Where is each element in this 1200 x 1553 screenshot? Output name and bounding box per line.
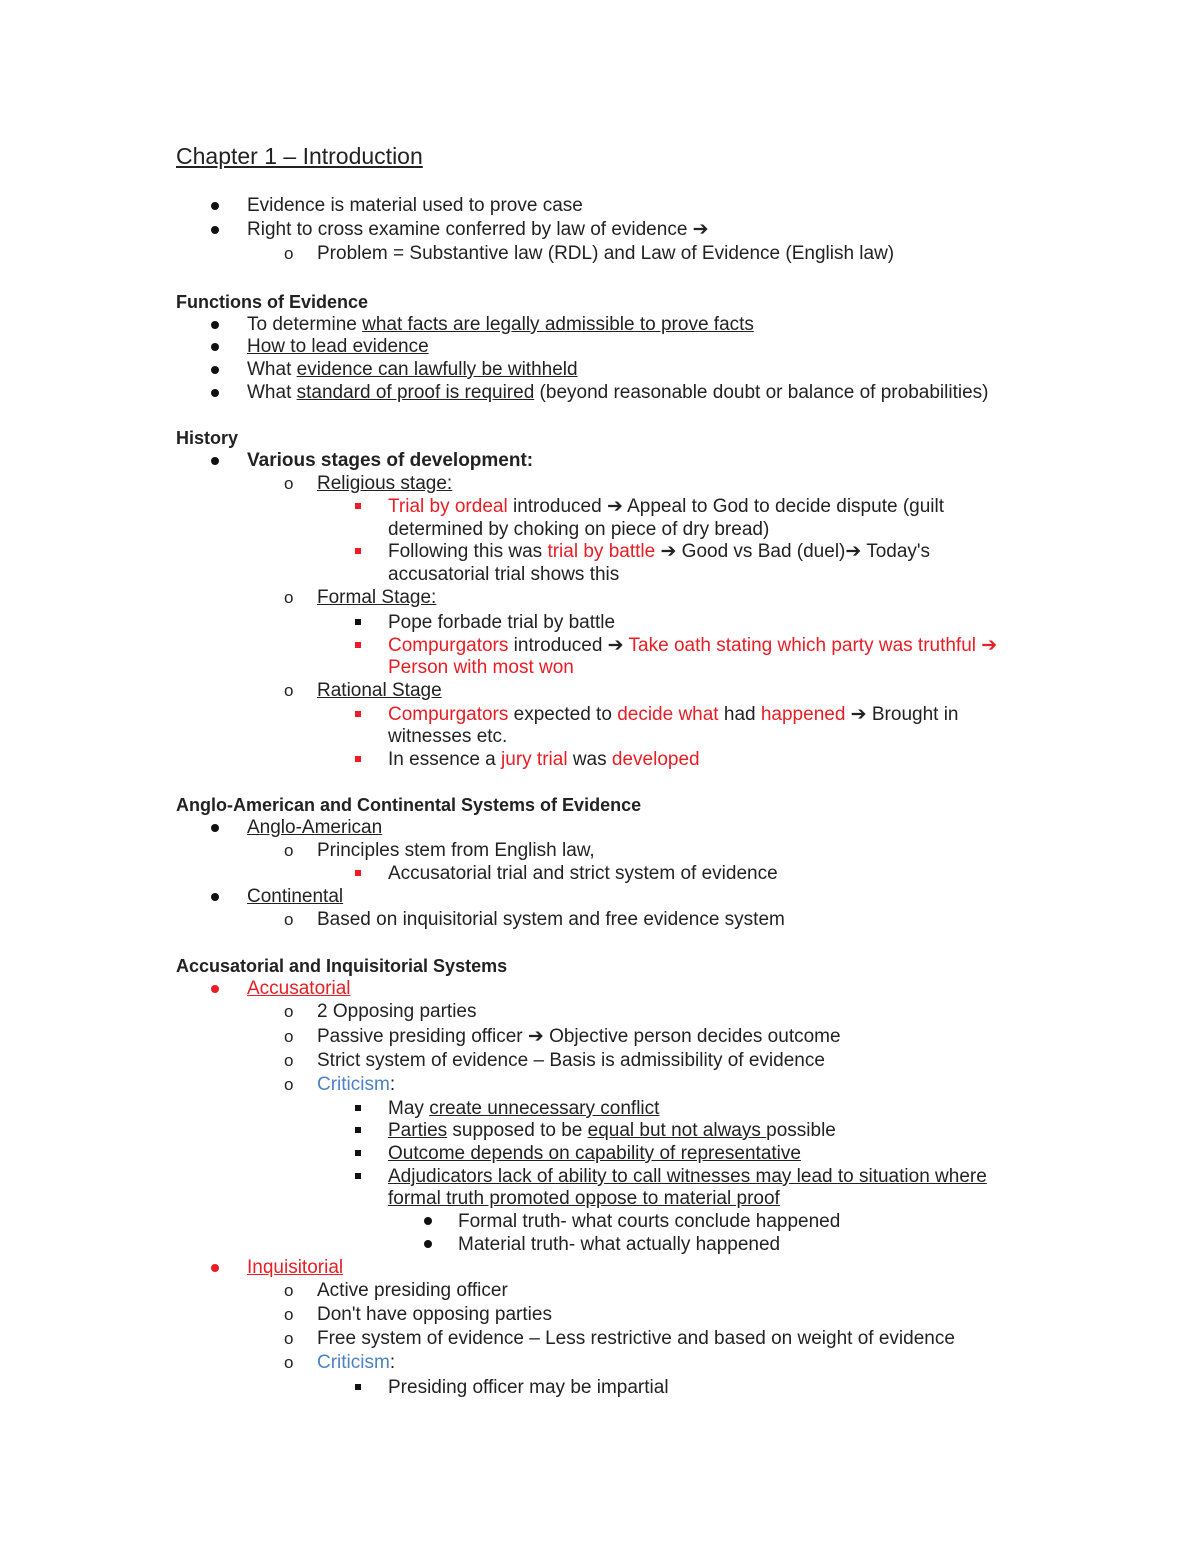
section-heading-functions: Functions of Evidence bbox=[176, 292, 369, 312]
list-item: Compurgators introduced ➔ Take oath stating which party was truthful ➔ bbox=[388, 635, 998, 656]
bullet-dot bbox=[211, 321, 219, 329]
list-item: Material truth- what actually happened bbox=[458, 1234, 781, 1255]
bullet-dot bbox=[211, 226, 219, 234]
bullet-ring: o bbox=[284, 244, 294, 263]
list-item: Trial by ordeal introduced ➔ Appeal to God to decide dispute (guilt bbox=[388, 496, 945, 517]
list-item: Free system of evidence – Less restrictive and based on weight of evidence bbox=[317, 1328, 955, 1349]
bullet-dot bbox=[211, 202, 219, 210]
bullet-square bbox=[355, 1384, 361, 1390]
section-heading-anglo: Anglo-American and Continental Systems of Evidence bbox=[176, 795, 642, 815]
section-heading-accusatorial: Accusatorial and Inquisitorial Systems bbox=[176, 956, 508, 976]
list-item: Pope forbade trial by battle bbox=[388, 612, 616, 633]
list-item: Problem = Substantive law (RDL) and Law of Evidence (English law) bbox=[317, 243, 895, 264]
bullet-ring: o bbox=[284, 1027, 294, 1046]
bullet-square bbox=[355, 1150, 361, 1156]
bullet-ring: o bbox=[284, 1305, 294, 1324]
bullet-dot bbox=[211, 457, 219, 465]
list-item: Presiding officer may be impartial bbox=[388, 1377, 669, 1398]
bullet-dot bbox=[211, 389, 219, 397]
section-heading-history: History bbox=[176, 428, 239, 448]
list-item: Parties supposed to be equal but not always possible bbox=[388, 1120, 836, 1141]
list-item: In essence a jury trial was developed bbox=[388, 749, 700, 770]
bullet-ring: o bbox=[284, 1329, 294, 1348]
bullet-dot bbox=[211, 1264, 219, 1272]
list-item-continued: formal truth promoted oppose to material proof bbox=[388, 1188, 780, 1209]
bullet-ring: o bbox=[284, 1051, 294, 1070]
list-item: What standard of proof is required (beyond reasonable doubt or balance of probabilities) bbox=[247, 382, 989, 403]
bullet-ring: o bbox=[284, 474, 294, 493]
bullet-dot bbox=[211, 985, 219, 993]
bullet-ring: o bbox=[284, 841, 294, 860]
list-item: Compurgators expected to decide what had happened ➔ Brought in bbox=[388, 704, 959, 725]
bullet-ring: o bbox=[284, 681, 294, 700]
bullet-square bbox=[355, 1105, 361, 1111]
bullet-dot bbox=[424, 1217, 432, 1225]
list-item: Inquisitorial bbox=[247, 1257, 344, 1278]
list-item: Adjudicators lack of ability to call witnesses may lead to situation where bbox=[388, 1166, 987, 1187]
bullet-dot bbox=[424, 1240, 432, 1248]
bullet-square bbox=[355, 1173, 361, 1179]
list-item: Outcome depends on capability of representative bbox=[388, 1143, 801, 1164]
bullet-square bbox=[355, 1127, 361, 1133]
bullet-square bbox=[355, 548, 361, 554]
bullet-dot bbox=[211, 893, 219, 901]
list-item: Principles stem from English law, bbox=[317, 840, 595, 861]
list-item-continued: witnesses etc. bbox=[388, 726, 508, 747]
bullet-square bbox=[355, 642, 361, 648]
page-title: Chapter 1 – Introduction bbox=[176, 143, 423, 169]
list-item-continued: Person with most won bbox=[388, 657, 574, 678]
list-item: Active presiding officer bbox=[317, 1280, 508, 1301]
list-item-continued: accusatorial trial shows this bbox=[388, 564, 620, 585]
bullet-square bbox=[355, 756, 361, 762]
bullet-ring: o bbox=[284, 588, 294, 607]
bullet-ring: o bbox=[284, 910, 294, 929]
list-item: What evidence can lawfully be withheld bbox=[247, 359, 578, 380]
list-item: How to lead evidence bbox=[247, 336, 429, 357]
list-item: Formal truth- what courts conclude happened bbox=[458, 1211, 841, 1232]
list-item: May create unnecessary conflict bbox=[388, 1098, 660, 1119]
list-item: Right to cross examine conferred by law of evidence ➔ bbox=[247, 219, 709, 240]
list-item: Strict system of evidence – Basis is admissibility of evidence bbox=[317, 1050, 825, 1071]
list-item: Religious stage: bbox=[317, 473, 453, 494]
list-item: Based on inquisitorial system and free evidence system bbox=[317, 909, 785, 930]
list-item: Criticism: bbox=[317, 1074, 396, 1095]
list-item: Following this was trial by battle ➔ Good vs Bad (duel)➔ Today's bbox=[388, 541, 931, 562]
list-item: Continental bbox=[247, 886, 344, 907]
list-item: Evidence is material used to prove case bbox=[247, 195, 583, 216]
bullet-ring: o bbox=[284, 1281, 294, 1300]
list-item: Anglo-American bbox=[247, 817, 383, 838]
list-item-continued: determined by choking on piece of dry bread) bbox=[388, 519, 770, 540]
list-item: Accusatorial bbox=[247, 978, 351, 999]
bullet-ring: o bbox=[284, 1075, 294, 1094]
bullet-dot bbox=[211, 824, 219, 832]
list-item: 2 Opposing parties bbox=[317, 1001, 477, 1022]
bullet-square bbox=[355, 503, 361, 509]
list-item: Formal Stage: bbox=[317, 587, 437, 608]
list-item: To determine what facts are legally admissible to prove facts bbox=[247, 314, 754, 335]
list-item: Don't have opposing parties bbox=[317, 1304, 552, 1325]
bullet-square bbox=[355, 619, 361, 625]
list-item: Accusatorial trial and strict system of evidence bbox=[388, 863, 778, 884]
list-item: Various stages of development: bbox=[247, 450, 534, 471]
bullet-dot bbox=[211, 343, 219, 351]
bullet-ring: o bbox=[284, 1353, 294, 1372]
list-item: Passive presiding officer ➔ Objective person decides outcome bbox=[317, 1026, 841, 1047]
list-item: Rational Stage bbox=[317, 680, 442, 701]
bullet-square bbox=[355, 870, 361, 876]
bullet-square bbox=[355, 711, 361, 717]
list-item: Criticism: bbox=[317, 1352, 396, 1373]
bullet-ring: o bbox=[284, 1002, 294, 1021]
bullet-dot bbox=[211, 366, 219, 374]
